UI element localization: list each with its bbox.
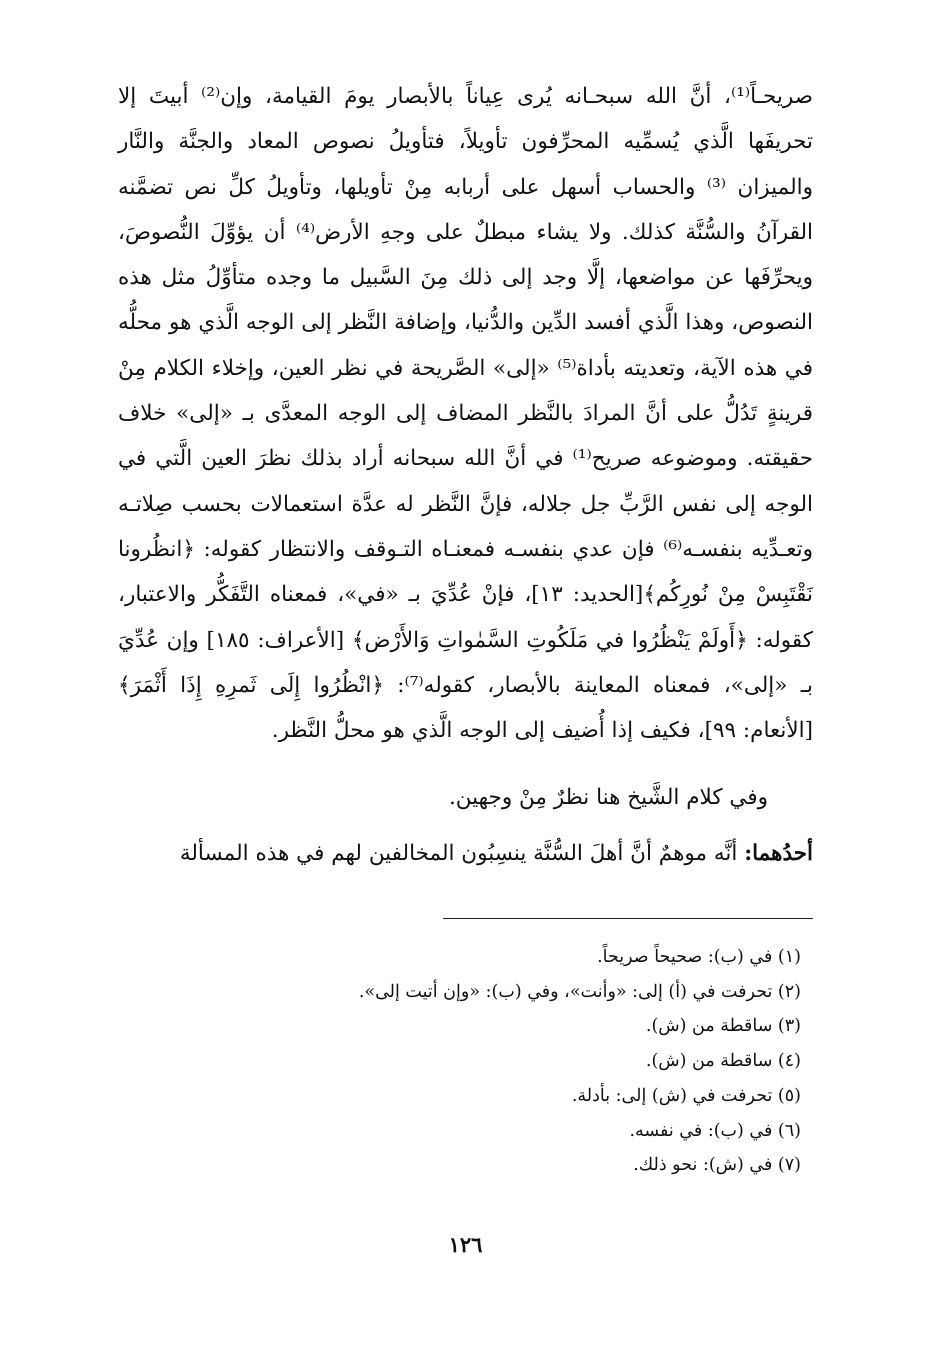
paragraph-3 xyxy=(118,831,813,876)
paragraph-1: صريحـاً⁽¹⁾، أنَّ الله سبحـانه يُرى عِياناً بالأبصار يومَ القيامة، وإن⁽²⁾ أبيتَ إلا تحريفَها الَّذي يُسمِّيه المحرِّفون تأويلاً، فتأويلُ نصوص المعاد والجنَّة والنَّار والميزان ⁽³⁾ والحساب أسهل على أربابه مِنْ تأويلها، وتأويلُ كلِّ نص تضمَّنه القرآنُ والسُّنَّة كذلك. ولا يشاء مبطلٌ على وجهِ الأرض⁽⁴⁾ أن يؤوِّلَ النُّصوصَ، ويحرِّفَها عن مواضعها، إلَّا وجد إلى ذلك مِنَ السَّبيل ما وجده متأوِّلُ مثل هذه النصوص، وهذا الَّذي أفسد الدِّين والدُّنيا، وإضافة النَّظر إلى الوجه الَّذي هو محلُّه في هذه الآية، وتعديته بأداة⁽⁵⁾ «إلى» الصَّريحة في نظر العين، وإخلاء الكلام مِنْ قرينةٍ تَدُلُّ على أنَّ المرادَ بالنَّظر المضاف إلى الوجه المعدَّى بـ «إلى» خلاف حقيقته. وموضوعه صريح⁽¹⁾ في أنَّ الله سبحانه أراد بذلك نظرَ العين الَّتي في الوجه إلى نفس الرَّبِّ جل جلاله، فإنَّ النَّظر له عدَّة استعمالات بحسب صِلاتـه وتعـدِّيه بنفسـه⁽⁶⁾ فإن عدي بنفسـه فمعنـاه التـوقف والانتظار كقوله: ﴿انظُرونا نَقْتَبِسْ مِنْ نُورِكُم﴾[الحديد: ١٣]، فإنْ عُدِّيَ بـ «في»، فمعناه التَّفَكُّر والاعتبار، كقوله: ﴿أَولَمْ يَنْظُرُوا في مَلَكُوتِ السَّمٰواتِ وَالأَرْض﴾ [الأعراف: ١٨٥] وإن عُدِّيَ بـ «إلى»، فمعناه المعاينة بالأبصار، كقوله⁽⁷⁾: ﴿انْظُرُوا إِلَى ثَمرِهِ إِذَا أَثْمَرَ﴾ [الأنعام: ٩٩]، فكيف إذا أُضيف إلى الوجه الَّذي هو محلُّ النَّظر. xyxy=(118,84,813,744)
footnote-separator xyxy=(443,918,813,919)
document-page xyxy=(118,74,813,1294)
footnote-2: (٢) تحرفت في (أ) إلى: «وأنت»، وفي (ب): «وإن أتيت إلى». xyxy=(358,981,801,1002)
paragraph-3-text: أنَّه موهمٌ أنَّ أهلَ السُّنَّة ينسِبُون المخالفين لهم في هذه المسألة xyxy=(179,840,745,866)
footnote-7: (٧) في (ش): نحو ذلك. xyxy=(633,1155,801,1176)
footnote-3: (٣) ساقطة من (ش). xyxy=(645,1016,801,1037)
footnote-6: (٦) في (ب): في نفسه. xyxy=(629,1120,801,1141)
footnotes-list xyxy=(201,940,801,1183)
footnote-5: (٥) تحرفت في (ش) إلى: بأدلة. xyxy=(571,1085,801,1106)
page-number: ١٢٦ xyxy=(448,1232,483,1257)
paragraph-3-lead: أحدُهما: xyxy=(744,840,813,866)
main-text xyxy=(118,74,813,876)
paragraph-2: وفي كلام الشَّيخ هنا نظرٌ مِنْ وجهين. xyxy=(448,785,768,811)
footnote-1: (١) في (ب): صحيحاً صريحاً. xyxy=(597,947,801,967)
footnote-4: (٤) ساقطة من (ش). xyxy=(645,1051,801,1072)
